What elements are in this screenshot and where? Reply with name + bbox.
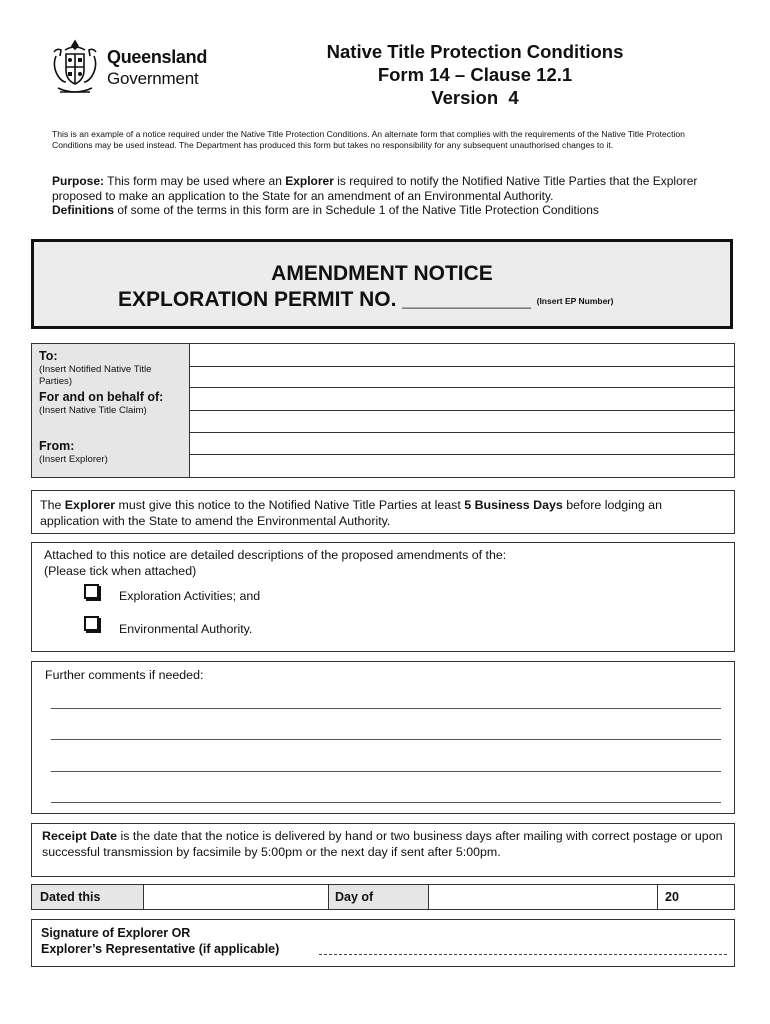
title-line3: Version 4 [431,87,519,108]
dated-day-field[interactable] [144,885,329,909]
notice-title-box [31,239,733,329]
exploration-permit-label: EXPLORATION PERMIT NO. ___________ [118,288,531,311]
comment-line[interactable] [51,802,721,803]
comments-box [31,661,735,814]
year-field[interactable] [658,885,734,909]
from-field-line1[interactable] [190,432,734,433]
comment-line[interactable] [51,739,721,740]
purpose-explorer: Explorer [285,174,334,188]
environmental-authority-checkbox[interactable] [84,616,99,631]
environmental-authority-label: Environmental Authority. [119,622,253,636]
signature-label-line2: Explorer’s Representative (if applicable) [41,942,280,956]
org-name-line2: Government [107,69,199,88]
dated-this-cell [32,885,144,909]
exploration-activities-label: Exploration Activities; and [119,589,261,603]
notice-heading: AMENDMENT NOTICE [271,262,493,285]
exploration-permit-line[interactable] [118,288,613,312]
tick-hint: (Please tick when attached) [44,564,197,578]
purpose-text2: is required to notify the Notified Native Title Parties that the Explorer proposed to make an application to the State for an amendment of an Environmental Authority. [52,174,698,203]
behalf-hint: (Insert Native Title Claim) [39,405,147,416]
purpose-text1: This form may be used where an [104,174,286,188]
document-title [290,40,660,109]
definitions-text: of some of the terms in this form are in Schedule 1 of the Native Title Protection Conditions [114,203,599,218]
org-name-line1: Queensland [107,47,208,67]
from-label: From: [39,439,75,453]
to-label: To: [39,349,58,363]
purpose-paragraph [52,174,720,218]
exploration-activities-checkbox[interactable] [84,584,99,599]
to-hint: (Insert Notified Native Title Parties) [39,364,152,387]
month-field[interactable] [429,885,658,909]
to-field-line1[interactable] [190,366,734,367]
title-line1: Native Title Protection Conditions [326,41,624,62]
parties-table [31,343,735,478]
explorer-notice-text: The Explorer must give this notice to the Notified Native Title Parties at least 5 Business Days before lodging an application with the State to amend the Environmental Authority. [40,498,662,528]
parties-label-column [32,344,190,477]
definitions-label: Definitions [52,203,114,218]
title-line2: Form 14 – Clause 12.1 [377,64,573,85]
dated-this-label: Dated this [40,890,101,904]
attachments-intro: Attached to this notice are detailed descriptions of the proposed amendments of the: [44,548,507,562]
receipt-date-box [31,823,735,877]
disclaimer-text: This is an example of a notice required under the Native Title Protection Conditions. An alternate form that complies with the requirements of the Native Title Protection Conditions may be used instead. The Department has produced this form but takes no responsibility for any subsequent unauthorised changes to it. [52,129,685,150]
year-label: 20 [665,890,679,904]
attachments-box [31,542,735,652]
queensland-government-logo [50,38,220,96]
day-of-cell [329,885,429,909]
comment-line[interactable] [51,771,721,772]
coat-of-arms-icon [50,38,100,96]
day-of-label: Day of [335,890,374,904]
from-field-line2[interactable] [190,454,734,455]
dated-row [31,884,735,910]
explorer-notice-box [31,490,735,534]
to-field-line2[interactable] [190,387,734,388]
receipt-date-text: Receipt Date is the date that the notice is delivered by hand or two business days after mailing with correct postage or upon successful transmission by facsimile by 5:00pm or the next day if sent after 5:00pm. [42,829,723,859]
comments-label: Further comments if needed: [45,668,204,682]
comment-line[interactable] [51,708,721,709]
behalf-field-line[interactable] [190,410,734,411]
from-hint: (Insert Explorer) [39,454,108,465]
behalf-label: For and on behalf of: [39,390,164,404]
ep-number-hint: (Insert EP Number) [536,296,614,306]
purpose-label: Purpose: [52,174,105,188]
signature-label-line1: Signature of Explorer OR [41,926,191,940]
signature-field-line[interactable] [319,954,727,955]
signature-box [31,919,735,967]
